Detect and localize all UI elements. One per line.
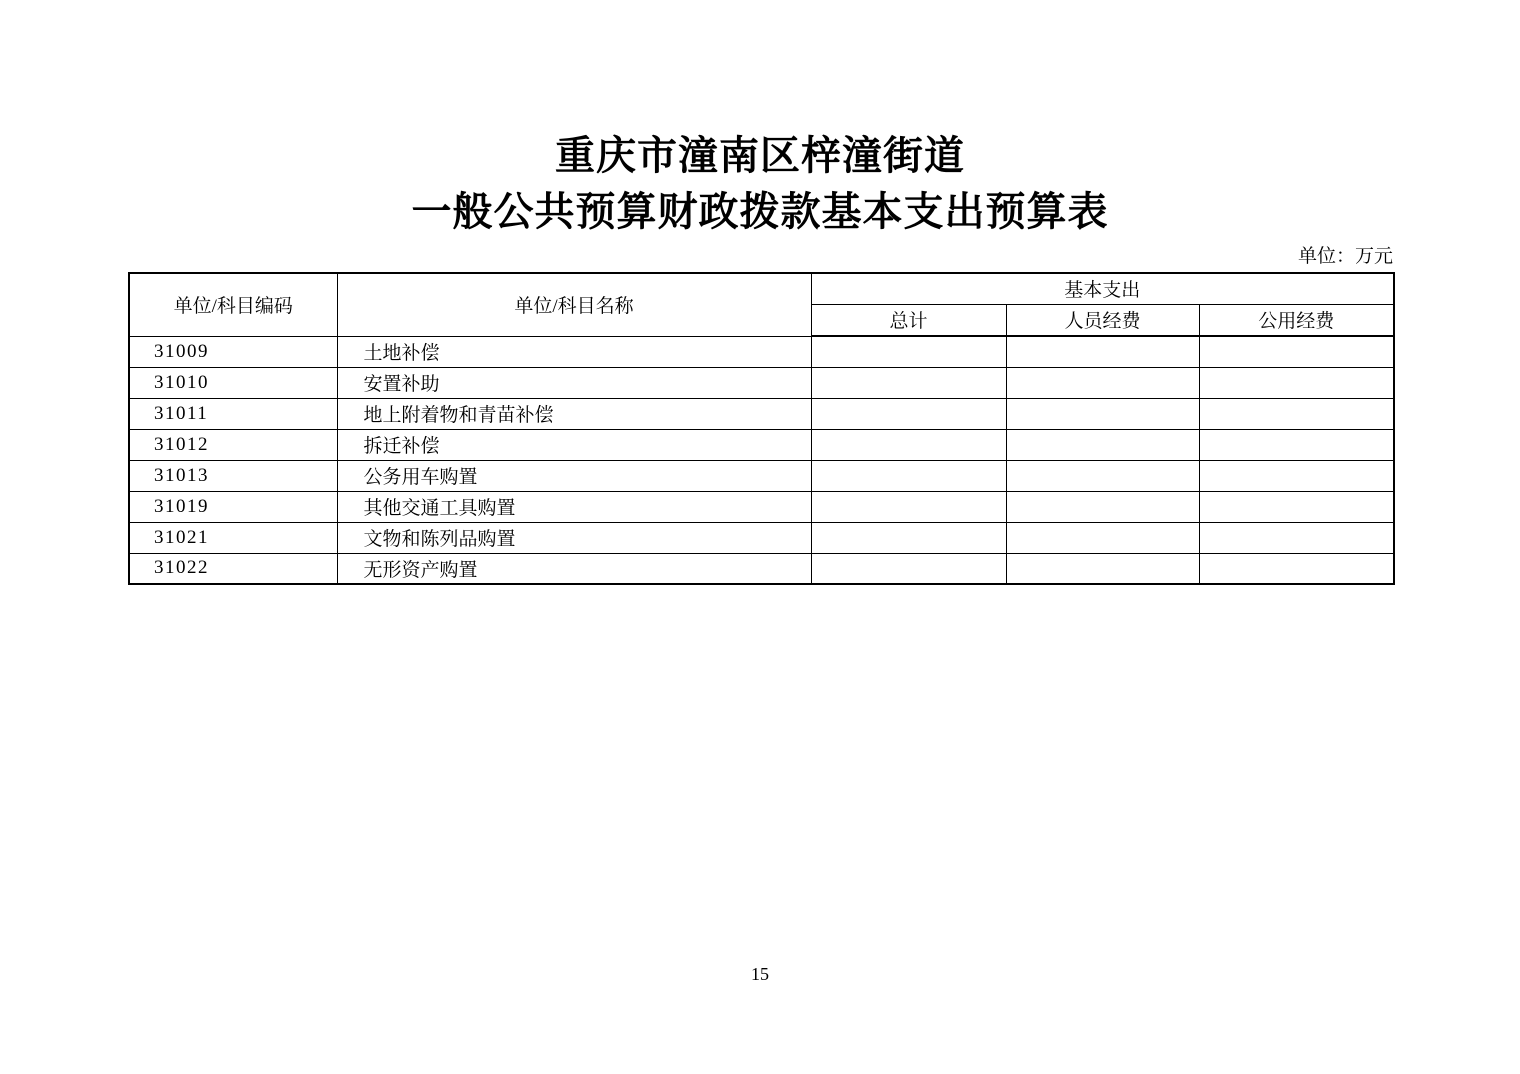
row-code: 31021 <box>129 522 337 553</box>
row-code: 31010 <box>129 367 337 398</box>
row-personnel <box>1006 398 1199 429</box>
row-total <box>811 367 1006 398</box>
row-name: 地上附着物和青苗补偿 <box>337 398 811 429</box>
title-line-1: 重庆市潼南区梓潼街道 <box>555 133 965 178</box>
row-personnel <box>1006 491 1199 522</box>
row-public <box>1199 336 1394 367</box>
document-title <box>0 128 1520 240</box>
page-number: 15 <box>751 964 769 984</box>
row-personnel <box>1006 429 1199 460</box>
unit-note: 单位：万元 <box>1297 246 1393 267</box>
row-personnel <box>1006 336 1199 367</box>
table-row <box>129 429 1394 460</box>
row-name: 拆迁补偿 <box>337 429 811 460</box>
header-total: 总计 <box>811 304 1006 336</box>
row-public <box>1199 398 1394 429</box>
row-public <box>1199 553 1394 584</box>
row-code: 31013 <box>129 460 337 491</box>
header-personnel: 人员经费 <box>1006 304 1199 336</box>
header-public: 公用经费 <box>1199 304 1394 336</box>
row-code: 31019 <box>129 491 337 522</box>
budget-table <box>128 272 1395 585</box>
table-row <box>129 336 1394 367</box>
row-personnel <box>1006 553 1199 584</box>
header-code: 单位/科目编码 <box>129 273 337 336</box>
header-basic-expenditure: 基本支出 <box>811 273 1394 304</box>
row-public <box>1199 460 1394 491</box>
table-row <box>129 491 1394 522</box>
row-name: 其他交通工具购置 <box>337 491 811 522</box>
row-personnel <box>1006 460 1199 491</box>
row-personnel <box>1006 367 1199 398</box>
row-name: 无形资产购置 <box>337 553 811 584</box>
row-total <box>811 553 1006 584</box>
row-total <box>811 336 1006 367</box>
row-code: 31011 <box>129 398 337 429</box>
row-public <box>1199 429 1394 460</box>
row-code: 31022 <box>129 553 337 584</box>
row-name: 文物和陈列品购置 <box>337 522 811 553</box>
row-code: 31012 <box>129 429 337 460</box>
row-public <box>1199 522 1394 553</box>
row-total <box>811 429 1006 460</box>
row-personnel <box>1006 522 1199 553</box>
header-row-group <box>129 273 1394 304</box>
header-name: 单位/科目名称 <box>337 273 811 336</box>
table-row <box>129 367 1394 398</box>
row-total <box>811 398 1006 429</box>
table-row <box>129 553 1394 584</box>
row-total <box>811 460 1006 491</box>
row-name: 安置补助 <box>337 367 811 398</box>
table-row <box>129 460 1394 491</box>
row-public <box>1199 491 1394 522</box>
title-line-2: 一般公共预算财政拨款基本支出预算表 <box>411 189 1109 234</box>
row-name: 公务用车购置 <box>337 460 811 491</box>
row-total <box>811 491 1006 522</box>
table-row <box>129 398 1394 429</box>
row-public <box>1199 367 1394 398</box>
table-row <box>129 522 1394 553</box>
row-name: 土地补偿 <box>337 336 811 367</box>
row-code: 31009 <box>129 336 337 367</box>
row-total <box>811 522 1006 553</box>
